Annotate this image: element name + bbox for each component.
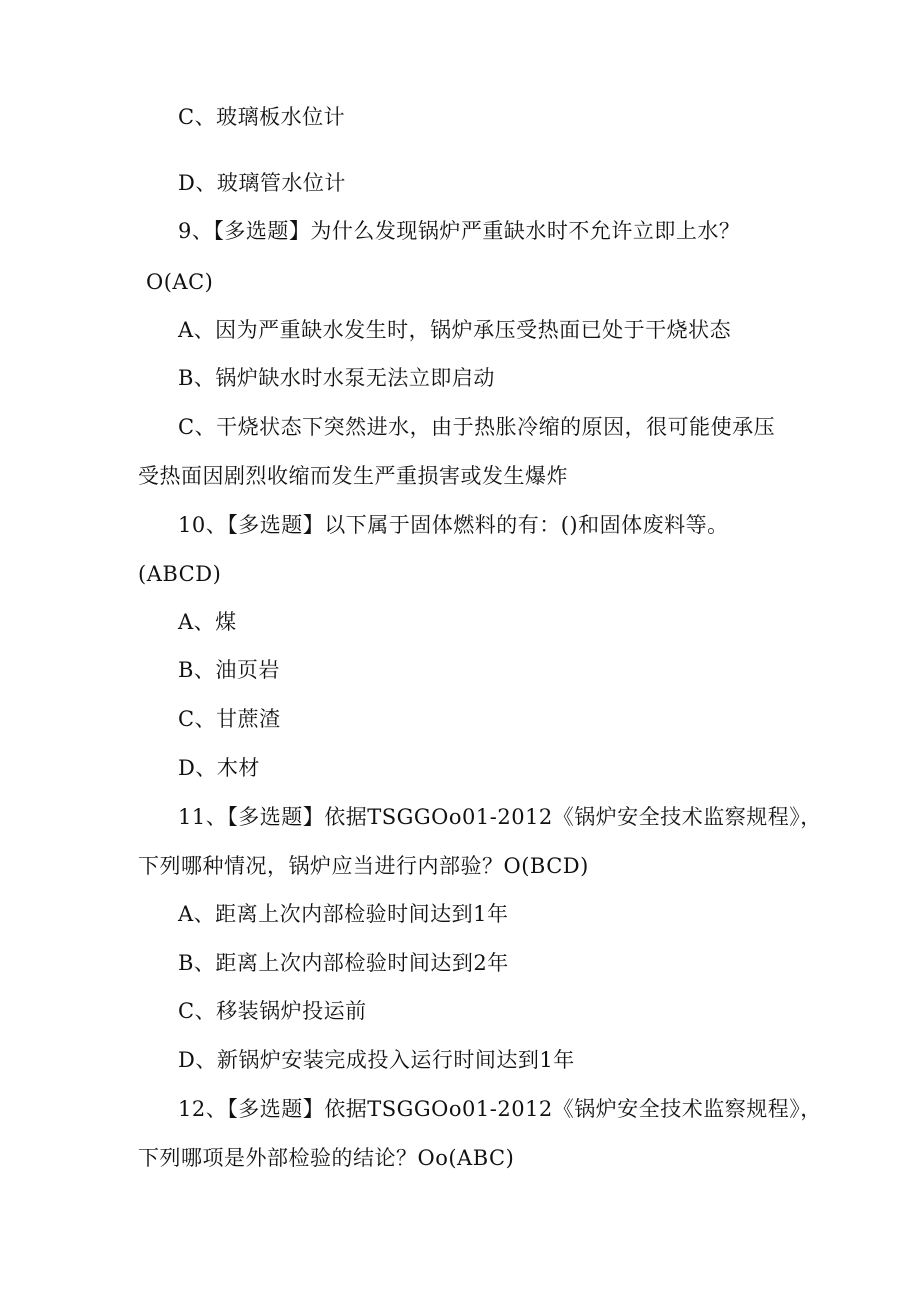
q9-option-c-cont: 受热面因剧烈收缩而发生严重损害或发生爆炸	[138, 464, 568, 488]
q10-option-d: D、木材	[178, 756, 260, 780]
q11-option-b: B、距离上次内部检验时间达到2年	[178, 951, 509, 975]
q10-option-b: B、油页岩	[178, 658, 280, 682]
q8-option-c: C、玻璃板水位计	[178, 105, 346, 129]
q9-option-c: C、干烧状态下突然进水，由于热胀冷缩的原因，很可能使承压	[178, 415, 776, 439]
q9-option-a: A、因为严重缺水发生时，锅炉承压受热面已处于干烧状态	[178, 318, 732, 342]
q9-question: 9、【多选题】为什么发现锅炉严重缺水时不允许立即上水？	[178, 219, 741, 243]
q11-option-d: D、新锅炉安装完成投入运行时间达到1年	[178, 1048, 575, 1072]
q10-option-a: A、煤	[178, 610, 237, 634]
q9-option-b: B、锅炉缺水时水泵无法立即启动	[178, 366, 495, 390]
q11-option-a: A、距离上次内部检验时间达到1年	[178, 902, 509, 926]
q11-question-cont: 下列哪种情况，锅炉应当进行内部验？O(BCD)	[138, 854, 589, 878]
q10-option-c: C、甘蔗渣	[178, 707, 281, 731]
q12-question: 12、【多选题】依据TSGGOo01-2012《锅炉安全技术监察规程》，	[178, 1097, 822, 1121]
q11-question: 11、【多选题】依据TSGGOo01-2012《锅炉安全技术监察规程》，	[178, 805, 822, 829]
q12-question-cont: 下列哪项是外部检验的结论？Oo(ABC)	[138, 1146, 515, 1170]
q10-question: 10、【多选题】以下属于固体燃料的有：()和固体废料等。	[178, 513, 729, 537]
q9-answer: O(AC)	[146, 270, 214, 294]
q11-option-c: C、移装锅炉投运前	[178, 999, 367, 1023]
q10-answer: (ABCD)	[138, 562, 222, 586]
q8-option-d: D、玻璃管水位计	[178, 171, 346, 195]
